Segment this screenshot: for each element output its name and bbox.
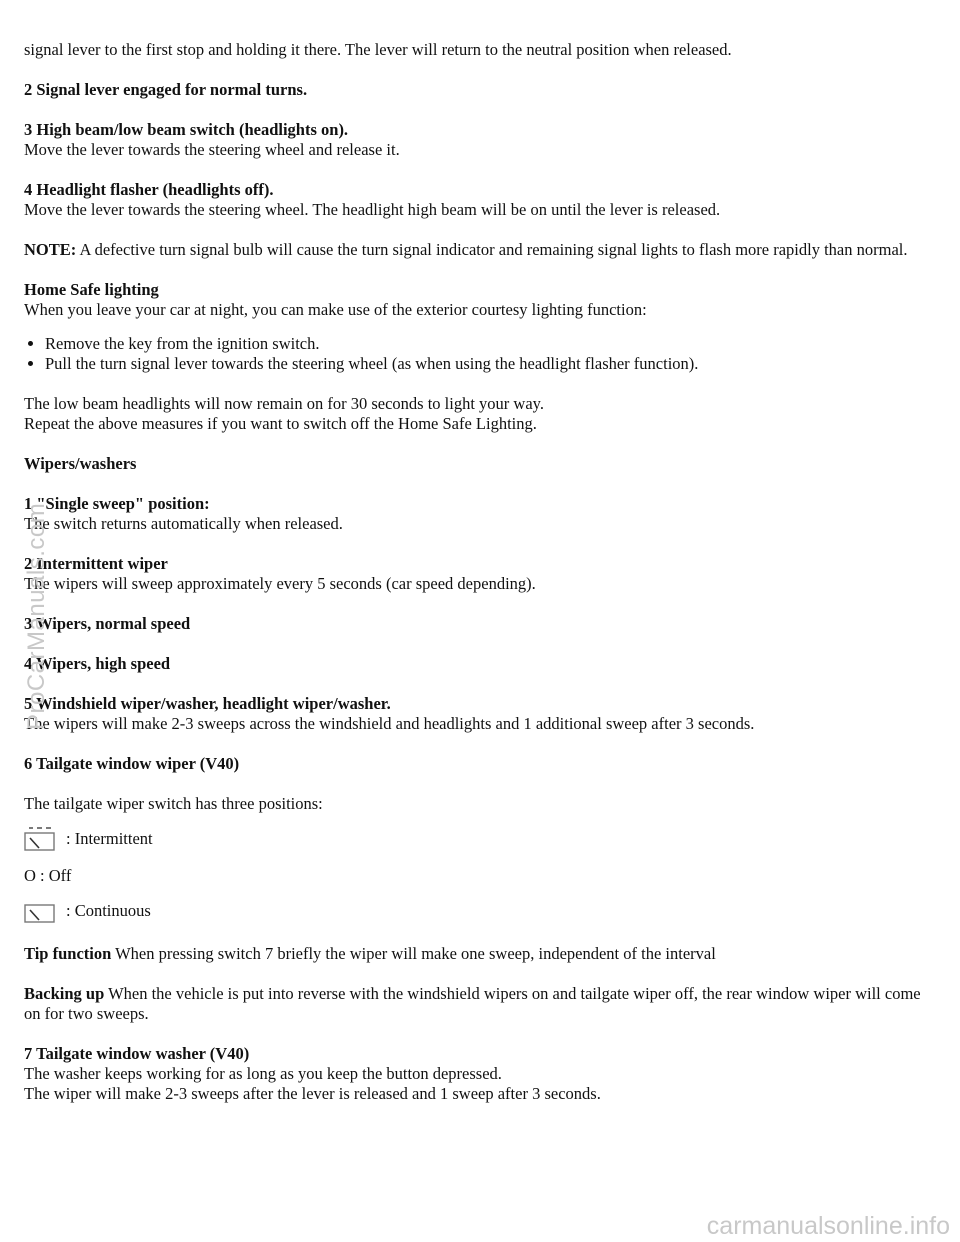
heading-wipers-high: 4 Wipers, high speed [24,654,171,673]
paragraph-tailgate-positions: The tailgate wiper switch has three positions: [24,794,323,813]
paragraph-tip-function: Tip function When pressing switch 7 briefly the wiper will make one sweep, independent of the interval [24,944,716,963]
list-item: • Remove the key from the ignition switch. [45,334,939,354]
intermittent-wiper-icon [24,826,56,852]
paragraph-backing-up: Backing up When the vehicle is put into reverse with the windshield wipers on and tailgate wiper off, the rear window wiper will come on for two sweeps. [24,984,921,1023]
paragraph-signal-lever: signal lever to the first stop and holding it there. The lever will return to the neutral position when released. [24,40,732,59]
section-windshield-washer: 5 Windshield wiper/washer, headlight wiper/washer. The wipers will make 2-3 sweeps across the windshield and headlights and 1 additional sweep after 3 seconds. [24,694,755,733]
section-intermittent-wiper: 2 Intermittent wiper The wipers will sweep approximately every 5 seconds (car speed depending). [24,554,536,593]
home-safe-steps [24,334,939,374]
position-intermittent: : Intermittent [24,826,939,852]
note-paragraph: NOTE: A defective turn signal bulb will cause the turn signal indicator and remaining signal lights to flash more rapidly than normal. [24,240,908,259]
section-high-low-beam: 3 High beam/low beam switch (headlights on). Move the lever towards the steering wheel and release it. [24,120,400,159]
heading-wipers-washers: Wipers/washers [24,454,137,473]
paragraph-low-beam: The low beam headlights will now remain on for 30 seconds to light your way. Repeat the above measures if you want to switch off the Home Safe Lighting. [24,394,544,433]
heading-wipers-normal: 3 Wipers, normal speed [24,614,191,633]
side-watermark: ProCarManuals.com [23,502,50,730]
bottom-watermark: carmanualsonline.info [706,1212,950,1240]
heading-tailgate-wiper: 6 Tailgate window wiper (V40) [24,754,240,773]
section-single-sweep: 1 "Single sweep" position: The switch returns automatically when released. [24,494,343,533]
section-tailgate-washer: 7 Tailgate window washer (V40) The washer keeps working for as long as you keep the button depressed. The wiper will make 2-3 sweeps after the lever is released and 1 sweep after 3 seconds. [24,1044,601,1103]
position-continuous: : Continuous [24,898,939,924]
list-item: • Pull the turn signal lever towards the steering wheel (as when using the headlight flasher function). [45,354,939,374]
heading-signal-normal-turns: 2 Signal lever engaged for normal turns. [24,80,308,99]
section-headlight-flasher: 4 Headlight flasher (headlights off). Move the lever towards the steering wheel. The headlight high beam will be on until the lever is released. [24,180,721,219]
position-off: O : Off [24,866,72,885]
section-home-safe: Home Safe lighting When you leave your car at night, you can make use of the exterior courtesy lighting function: [24,280,647,319]
continuous-wiper-icon [24,898,56,924]
manual-page [24,40,939,1124]
